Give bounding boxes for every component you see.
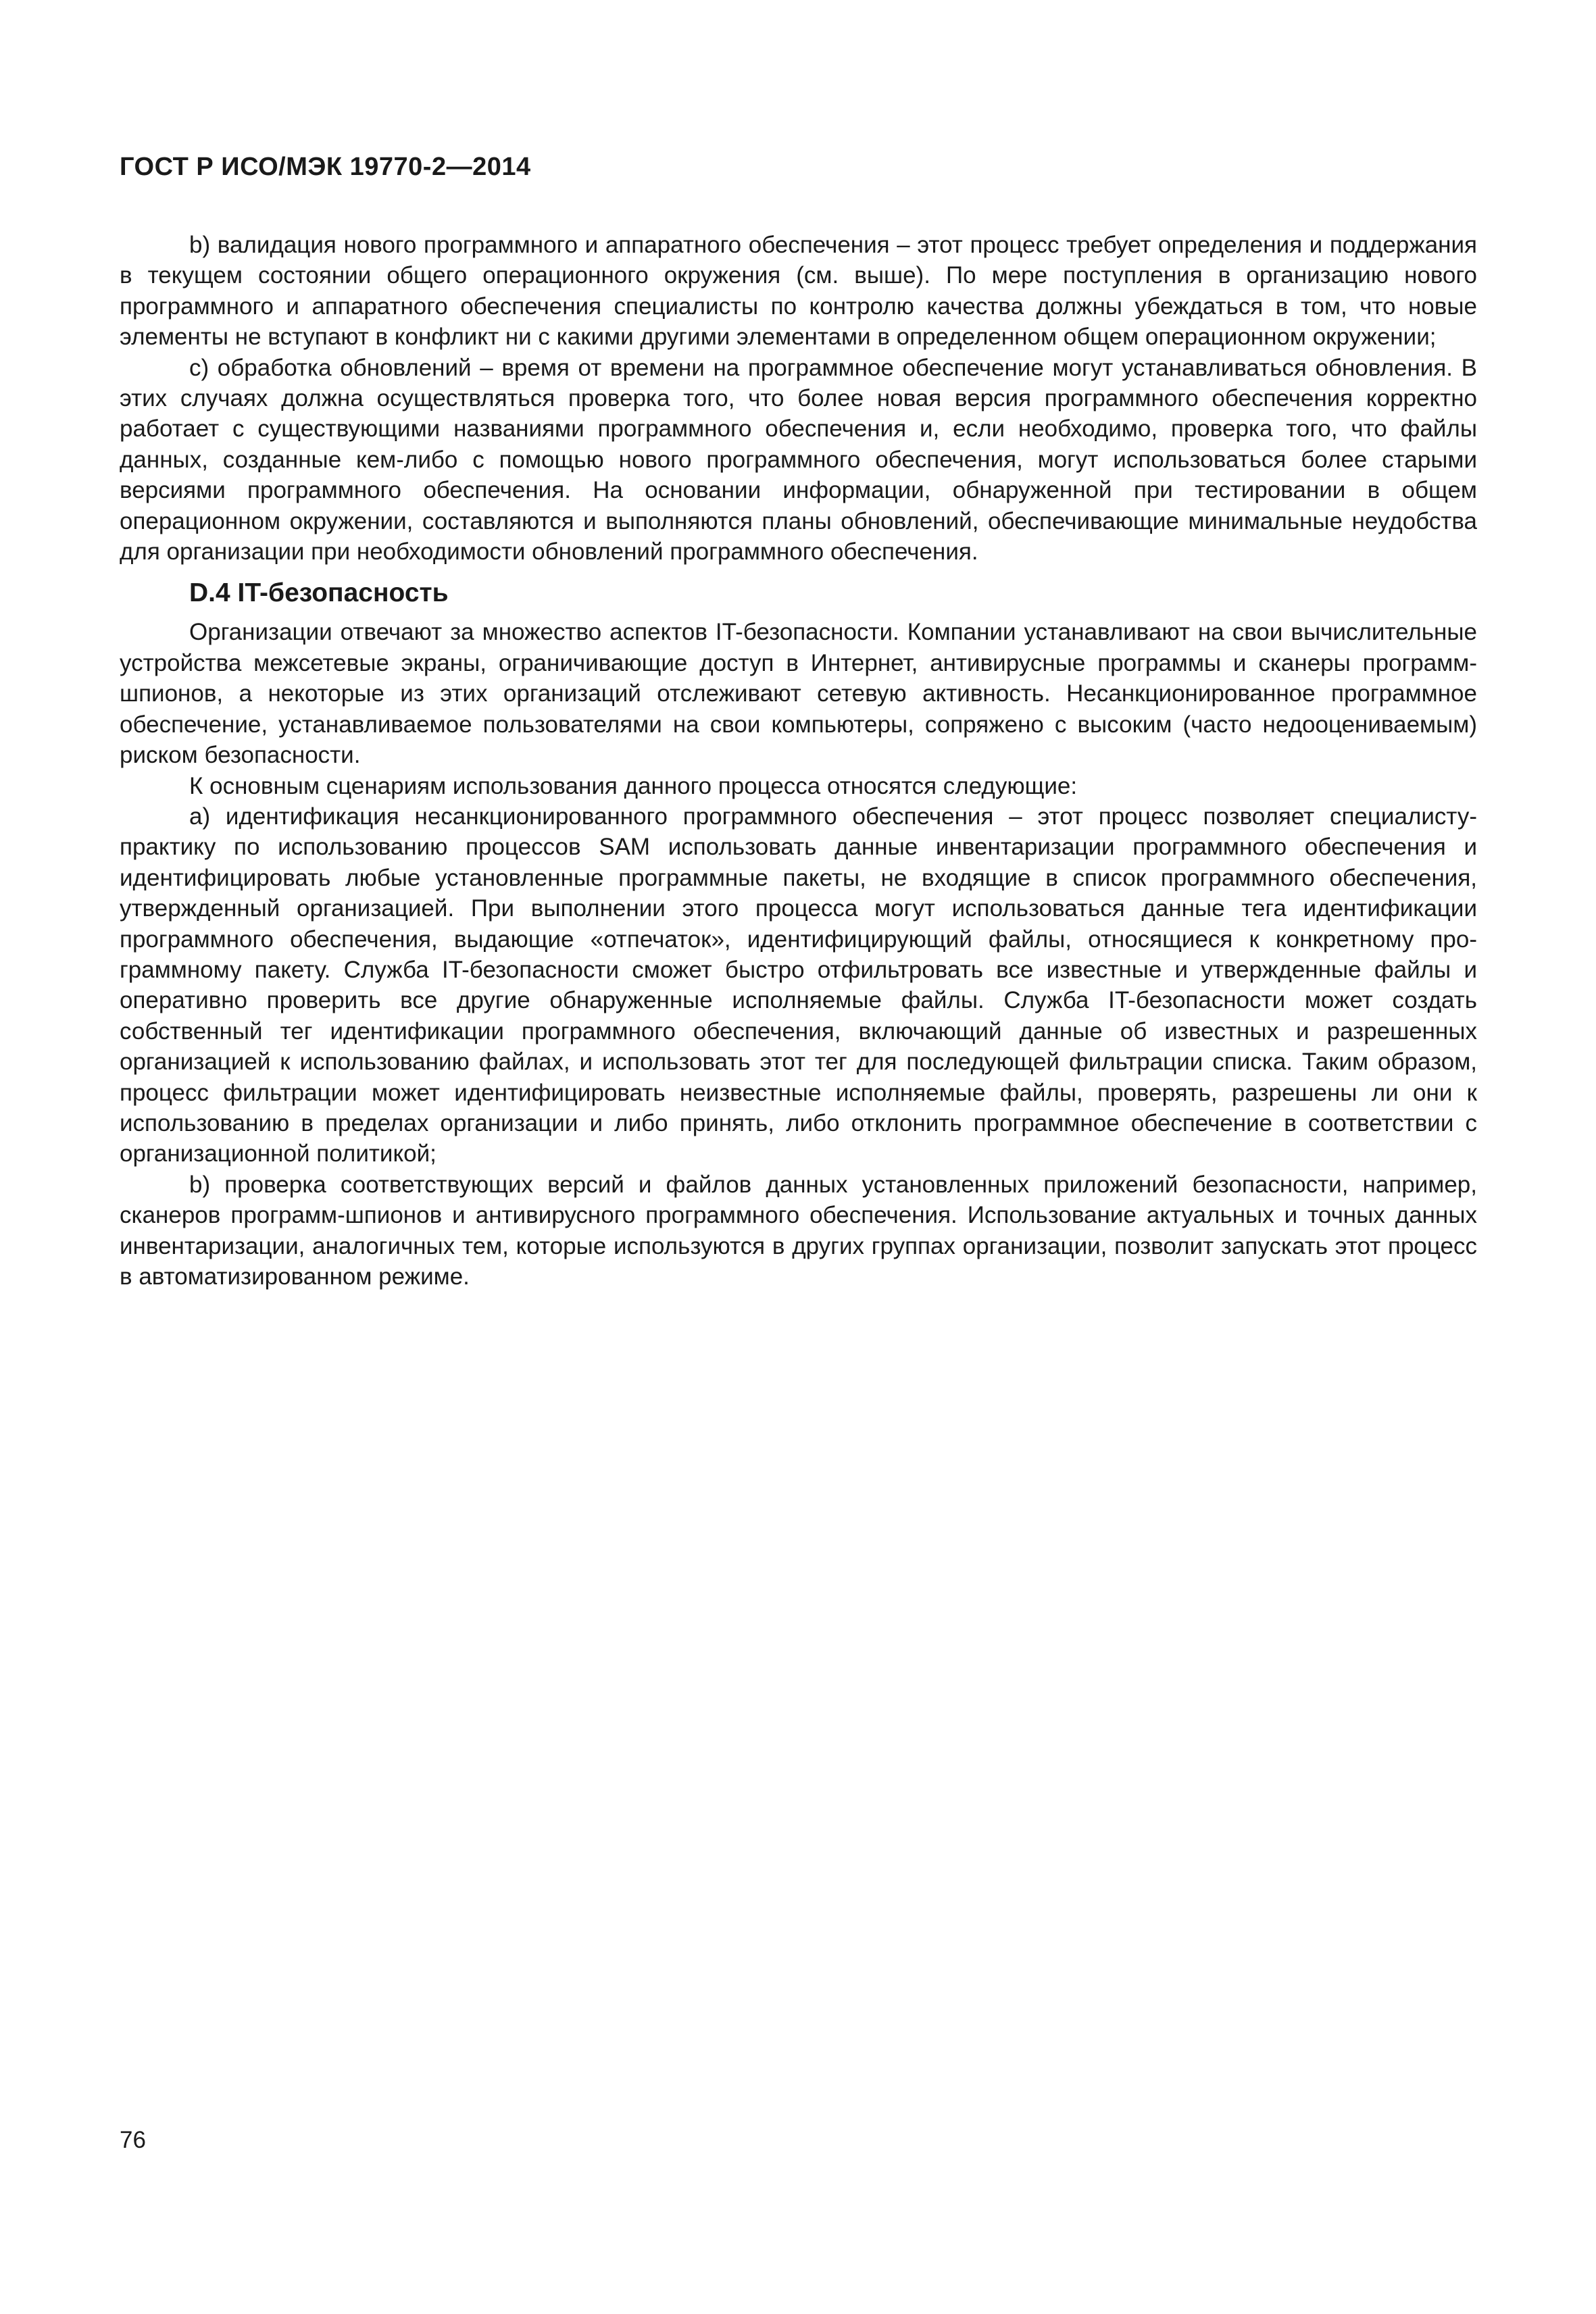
paragraph-a-identification: a) идентификация несанкционированного программного обеспечения – этот процесс позволяет специалисту-практику по использованию процессов SAM использовать данные инвентаризации программного обеспечения и идентифицировать любые установленные программные пакеты, не входящие в список программного обеспечения, утвержденный организацией. При выполнении этого процесса могут использоваться данные тега идентификации программного обеспечения, выдающие «отпечаток», идентифицирующий файлы, относящиеся к конкретному программному пакету. Служба IT-безопасности сможет быстро отфильтровать все известные и утвержденные файлы и оперативно проверить все другие обнаруженные исполняемые файлы. Служба IT-безопасности может создать собственный тег идентификации программного обеспечения, включающий данные об известных и разрешенных организацией к использованию файлах, и использовать этот тег для последующей фильтрации списка. Таким образом, процесс фильтрации может идентифицировать неизвестные исполняемые файлы, проверять, разрешены ли они к использованию в пределах организации и либо принять, либо отклонить программное обеспечение в соответствии с организационной политикой;	[120, 803, 1477, 1167]
paragraph-c-updates: c) обработка обновлений – время от времени на программное обеспечение могут устанавливаться обновления. В этих случаях должна осуществляться проверка того, что более новая версия программного обеспечения корректно работает с существующими названиями программного обеспечения и, если необходимо, проверка того, что файлы данных, созданные кем-либо с помощью нового программного обеспечения, могут использоваться более старыми версиями программного обеспечения. На основании информации, обнаруженной при тестировании в общем операционном окружении, составляются и выполняются планы обновлений, обеспечивающие минимальные неудобства для организации при необходимости обновлений программного обеспечения.	[120, 354, 1477, 565]
paragraph-b-validation: b) валидация нового программного и аппаратного обеспечения – этот процесс требует определения и поддержания в текущем состоянии общего операционного окружения (см. выше). По мере поступления в организацию нового программного и аппаратного обеспечения специалисты по контролю качества должны убеждаться в том, что новые элементы не вступают в конфликт ни с какими другими элементами в определенном общем операционном окружении;	[120, 232, 1477, 351]
paragraph-intro: Организации отвечают за множество аспектов IT-безопасности. Компании устанавливают на свои вычислительные устройства межсетевые экраны, ограничивающие доступ в Интернет, антивирусные программы и сканеры программ-шпионов, а некоторые из этих организаций отслеживают сетевую активность. Несанкционированное программное обеспечение, устанавливаемое пользователями на свои компьютеры, сопряжено с высоким (часто недооцениваемым) риском безопасности.	[120, 619, 1477, 769]
page-number: 76	[120, 2127, 146, 2153]
paragraph-b-verification: b) проверка соответствующих версий и файлов данных установленных приложений безопасности, например, сканеров программ-шпионов и антивирусного программного обеспечения. Использование актуальных и точных данных инвентаризации, аналогичных тем, которые используются в других группах организации, позволит запускать этот процесс в автоматизированном режиме.	[120, 1171, 1477, 1290]
paragraph-scenarios: К основным сценариям использования данного процесса относятся следующие:	[189, 772, 1078, 799]
document-header-title: ГОСТ Р ИСО/МЭК 19770-2—2014	[120, 153, 531, 181]
document-body	[120, 230, 1477, 1292]
section-heading: D.4 IT-безопасность	[189, 578, 449, 608]
